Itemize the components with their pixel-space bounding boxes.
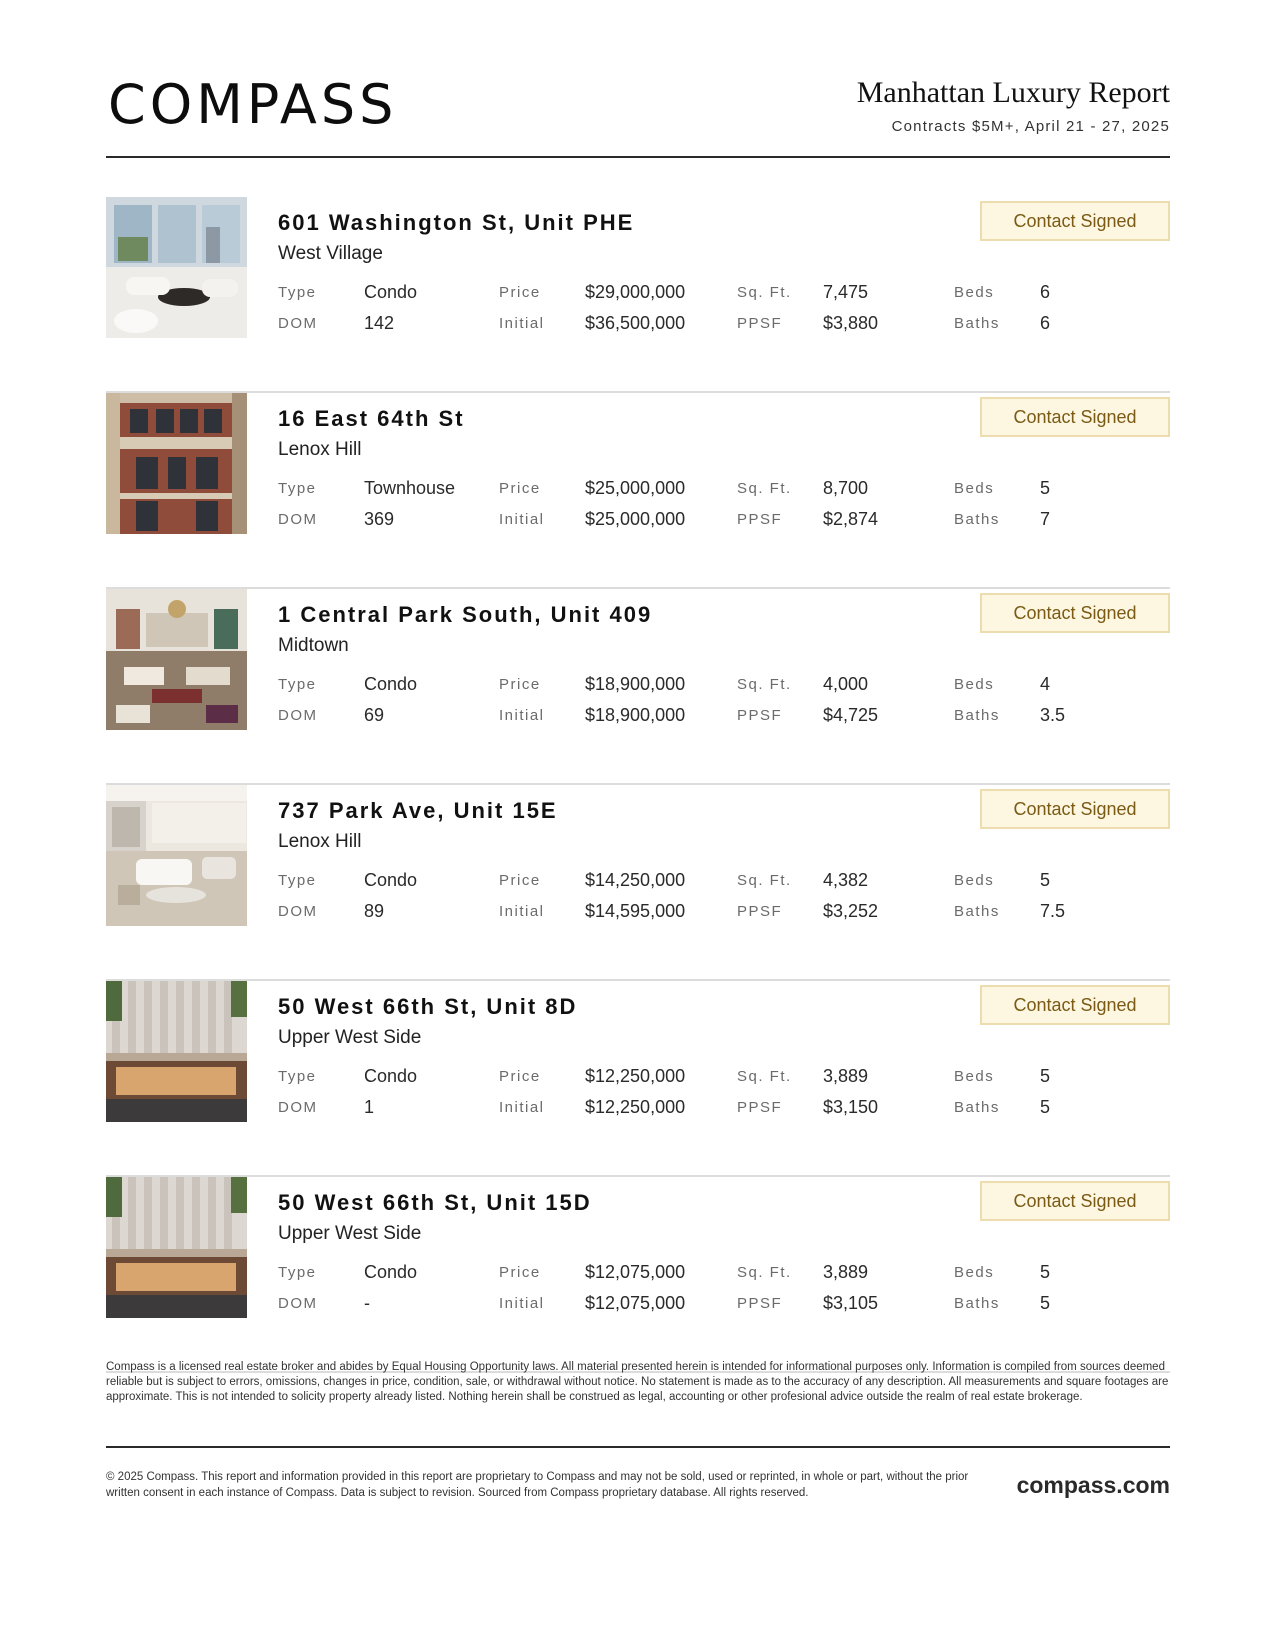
listings-list [106,197,1170,1373]
type-value: Condo [364,674,418,694]
type-label: Type [278,1068,317,1085]
beds-value: 5 [1040,1262,1051,1282]
dom-value: - [364,1293,370,1313]
dom-label: DOM [278,315,318,332]
ppsf-label: PPSF [737,707,783,724]
ppsf-label: PPSF [737,903,783,920]
initial-label: Initial [499,1099,545,1116]
report-title: Manhattan Luxury Report [856,76,1170,109]
initial-value: $12,075,000 [585,1293,686,1313]
type-value: Condo [364,1066,418,1086]
type-label: Type [278,284,317,301]
price-value: $18,900,000 [585,674,686,694]
price-value: $25,000,000 [585,478,686,498]
beds-label: Beds [954,284,995,301]
sqft-value: 3,889 [823,1262,869,1282]
price-value: $14,250,000 [585,870,686,890]
initial-label: Initial [499,707,545,724]
listing-address[interactable]: 601 Washington St, Unit PHE [278,210,635,235]
initial-value: $18,900,000 [585,705,686,725]
listing-photo[interactable] [106,589,247,730]
listing-neighborhood: Midtown [278,635,349,656]
initial-label: Initial [499,903,545,920]
ppsf-value: $3,880 [823,313,879,333]
status-badge: Contact Signed [980,397,1170,437]
ppsf-value: $3,252 [823,901,879,921]
listing-row [106,589,1170,785]
ppsf-label: PPSF [737,511,783,528]
dom-label: DOM [278,707,318,724]
dom-value: 69 [364,705,385,725]
sqft-label: Sq. Ft. [737,872,792,889]
sqft-value: 8,700 [823,478,869,498]
initial-value: $12,250,000 [585,1097,686,1117]
price-value: $12,250,000 [585,1066,686,1086]
copyright-text: © 2025 Compass. This report and information provided in this report are proprietary to Compass and may not be sold, used or reprinted, in whole or part, without the prior written consent in each instance of Compass. Data is subject to revision. Sourced from Compass proprietary database. All rights reserved. [106,1471,969,1499]
listing-neighborhood: Upper West Side [278,1223,422,1244]
dom-value: 89 [364,901,385,921]
dom-value: 369 [364,509,395,529]
baths-value: 7 [1040,509,1051,529]
beds-value: 5 [1040,870,1051,890]
listing-photo[interactable] [106,197,247,338]
listing-photo[interactable] [106,981,247,1122]
beds-label: Beds [954,676,995,693]
listing-photo[interactable] [106,1177,247,1318]
initial-label: Initial [499,315,545,332]
dom-label: DOM [278,1099,318,1116]
beds-label: Beds [954,480,995,497]
initial-value: $25,000,000 [585,509,686,529]
dom-label: DOM [278,511,318,528]
listing-address[interactable]: 50 West 66th St, Unit 15D [278,1190,592,1215]
listing-neighborhood: Lenox Hill [278,439,362,460]
beds-label: Beds [954,1068,995,1085]
status-badge: Contact Signed [980,789,1170,829]
baths-label: Baths [954,903,1000,920]
beds-value: 5 [1040,478,1051,498]
type-value: Condo [364,282,418,302]
sqft-label: Sq. Ft. [737,676,792,693]
initial-label: Initial [499,1295,545,1312]
sqft-label: Sq. Ft. [737,1068,792,1085]
status-badge: Contact Signed [980,985,1170,1025]
status-badge: Contact Signed [980,593,1170,633]
listing-row [106,981,1170,1177]
baths-value: 7.5 [1040,901,1066,921]
sqft-label: Sq. Ft. [737,1264,792,1281]
listing-photo[interactable] [106,393,247,534]
initial-value: $14,595,000 [585,901,686,921]
ppsf-value: $3,150 [823,1097,879,1117]
compass-logo: COMPASS [108,73,398,136]
listing-address[interactable]: 737 Park Ave, Unit 15E [278,798,558,823]
dom-value: 142 [364,313,395,333]
beds-value: 5 [1040,1066,1051,1086]
sqft-label: Sq. Ft. [737,284,792,301]
beds-label: Beds [954,1264,995,1281]
baths-label: Baths [954,707,1000,724]
price-label: Price [499,676,541,693]
beds-label: Beds [954,872,995,889]
type-label: Type [278,676,317,693]
status-badge: Contact Signed [980,201,1170,241]
sqft-label: Sq. Ft. [737,480,792,497]
disclaimer-text: Compass is a licensed real estate broker and abides by Equal Housing Opportunity laws. All material presented herein is intended for informational purposes only. Information is compiled from sources deemed reliable but is subject to errors, omissions, changes in price, condition, sale, or withdrawal without notice. No statement is made as to the accuracy of any description. All measurements and square footages are approximate. This is not intended to solicity property already listed. Nothing herein shall be construed as legal, accounting or other profesional advice outside the realm of real estate brokerage. [106,1361,1169,1403]
price-label: Price [499,480,541,497]
price-label: Price [499,284,541,301]
sqft-value: 7,475 [823,282,869,302]
type-value: Condo [364,1262,418,1282]
ppsf-value: $2,874 [823,509,879,529]
baths-label: Baths [954,511,1000,528]
beds-value: 6 [1040,282,1051,302]
baths-label: Baths [954,1099,1000,1116]
listing-row [106,393,1170,589]
status-badge: Contact Signed [980,1181,1170,1221]
beds-value: 4 [1040,674,1051,694]
type-label: Type [278,872,317,889]
type-value: Condo [364,870,418,890]
baths-label: Baths [954,1295,1000,1312]
ppsf-value: $3,105 [823,1293,879,1313]
report-header [106,70,1170,158]
ppsf-value: $4,725 [823,705,879,725]
price-value: $12,075,000 [585,1262,686,1282]
price-label: Price [499,872,541,889]
website-link[interactable]: compass.com [1016,1472,1170,1498]
dom-value: 1 [364,1097,375,1117]
dom-label: DOM [278,1295,318,1312]
initial-value: $36,500,000 [585,313,686,333]
baths-value: 6 [1040,313,1051,333]
footer-divider [106,1446,1170,1448]
dom-label: DOM [278,903,318,920]
sqft-value: 4,000 [823,674,869,694]
listing-neighborhood: Upper West Side [278,1027,422,1048]
listing-neighborhood: Lenox Hill [278,831,362,852]
price-label: Price [499,1264,541,1281]
type-value: Townhouse [364,478,456,498]
listing-address[interactable]: 16 East 64th St [278,406,465,431]
listing-address[interactable]: 50 West 66th St, Unit 8D [278,994,578,1019]
baths-label: Baths [954,315,1000,332]
initial-label: Initial [499,511,545,528]
ppsf-label: PPSF [737,1099,783,1116]
sqft-value: 4,382 [823,870,869,890]
baths-value: 5 [1040,1097,1051,1117]
listing-neighborhood: West Village [278,243,383,264]
price-label: Price [499,1068,541,1085]
price-value: $29,000,000 [585,282,686,302]
sqft-value: 3,889 [823,1066,869,1086]
listing-row [106,785,1170,981]
type-label: Type [278,480,317,497]
baths-value: 3.5 [1040,705,1066,725]
baths-value: 5 [1040,1293,1051,1313]
listing-photo[interactable] [106,785,247,926]
ppsf-label: PPSF [737,1295,783,1312]
type-label: Type [278,1264,317,1281]
listing-row [106,197,1170,393]
report-subtitle: Contracts $5M+, April 21 - 27, 2025 [891,118,1170,135]
ppsf-label: PPSF [737,315,783,332]
listing-address[interactable]: 1 Central Park South, Unit 409 [278,602,653,627]
listing-row [106,1177,1170,1373]
